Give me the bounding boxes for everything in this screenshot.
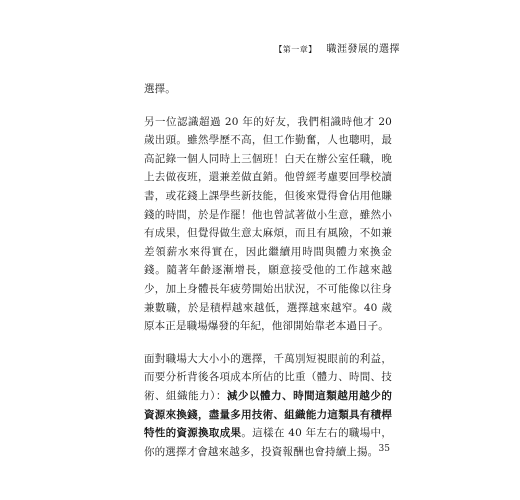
- paragraph-1: [144, 80, 392, 99]
- text-segment: 選擇。: [144, 83, 176, 95]
- chapter-label: 【第一章】: [274, 45, 317, 54]
- paragraph-2: [144, 113, 392, 336]
- chapter-title: 職涯發展的選擇: [326, 44, 400, 55]
- paragraph-3: [144, 350, 392, 462]
- text-segment: 面對職場大大小小的選擇，千萬別短視眼前的利益，而要分析背後各項成本所佔的比重（體力、時間、技術、組織能力）：: [144, 352, 392, 402]
- page-number: 35: [378, 444, 390, 454]
- emphasized-text: 減少以體力、時間這類越用越少的資源來換錢，盡量多用技術、組織能力這類具有積桿特性的資源換取成果: [144, 389, 392, 440]
- body-text: [144, 80, 392, 475]
- text-segment: 。這樣在 40 年左右的職場中，你的選擇才會越來越多，投資報酬也會持續上揚。: [144, 427, 392, 458]
- running-header: [274, 40, 400, 55]
- text-segment: 另一位認識超過 20 年的好友，我們相識時他才 20 歲出頭。雖然學歷不高，但工作勤奮，人也聰明，最高記錄一個人同時上三個班！白天在辦公室任職，晚上去做夜班，還兼差做直銷。他曾經考慮要回學校讀書，或花錢上課學些新技能，但後來覺得會佔用他賺錢的時間，於是作罷！他也曾試著做小生意，雖然小有成果，但覺得做生意太麻煩，而且有風險，不如兼差領薪水來得實在，因此繼續用時間與體力來換金錢。隨著年齡逐漸增長，願意接受他的工作越來越少，加上身體長年疲勞開始出狀況，不可能像以往身兼數職，於是積桿越來越低，選擇越來越窄。40 歲原本正是職場爆發的年紀，他卻開始靠老本過日子。: [144, 115, 392, 333]
